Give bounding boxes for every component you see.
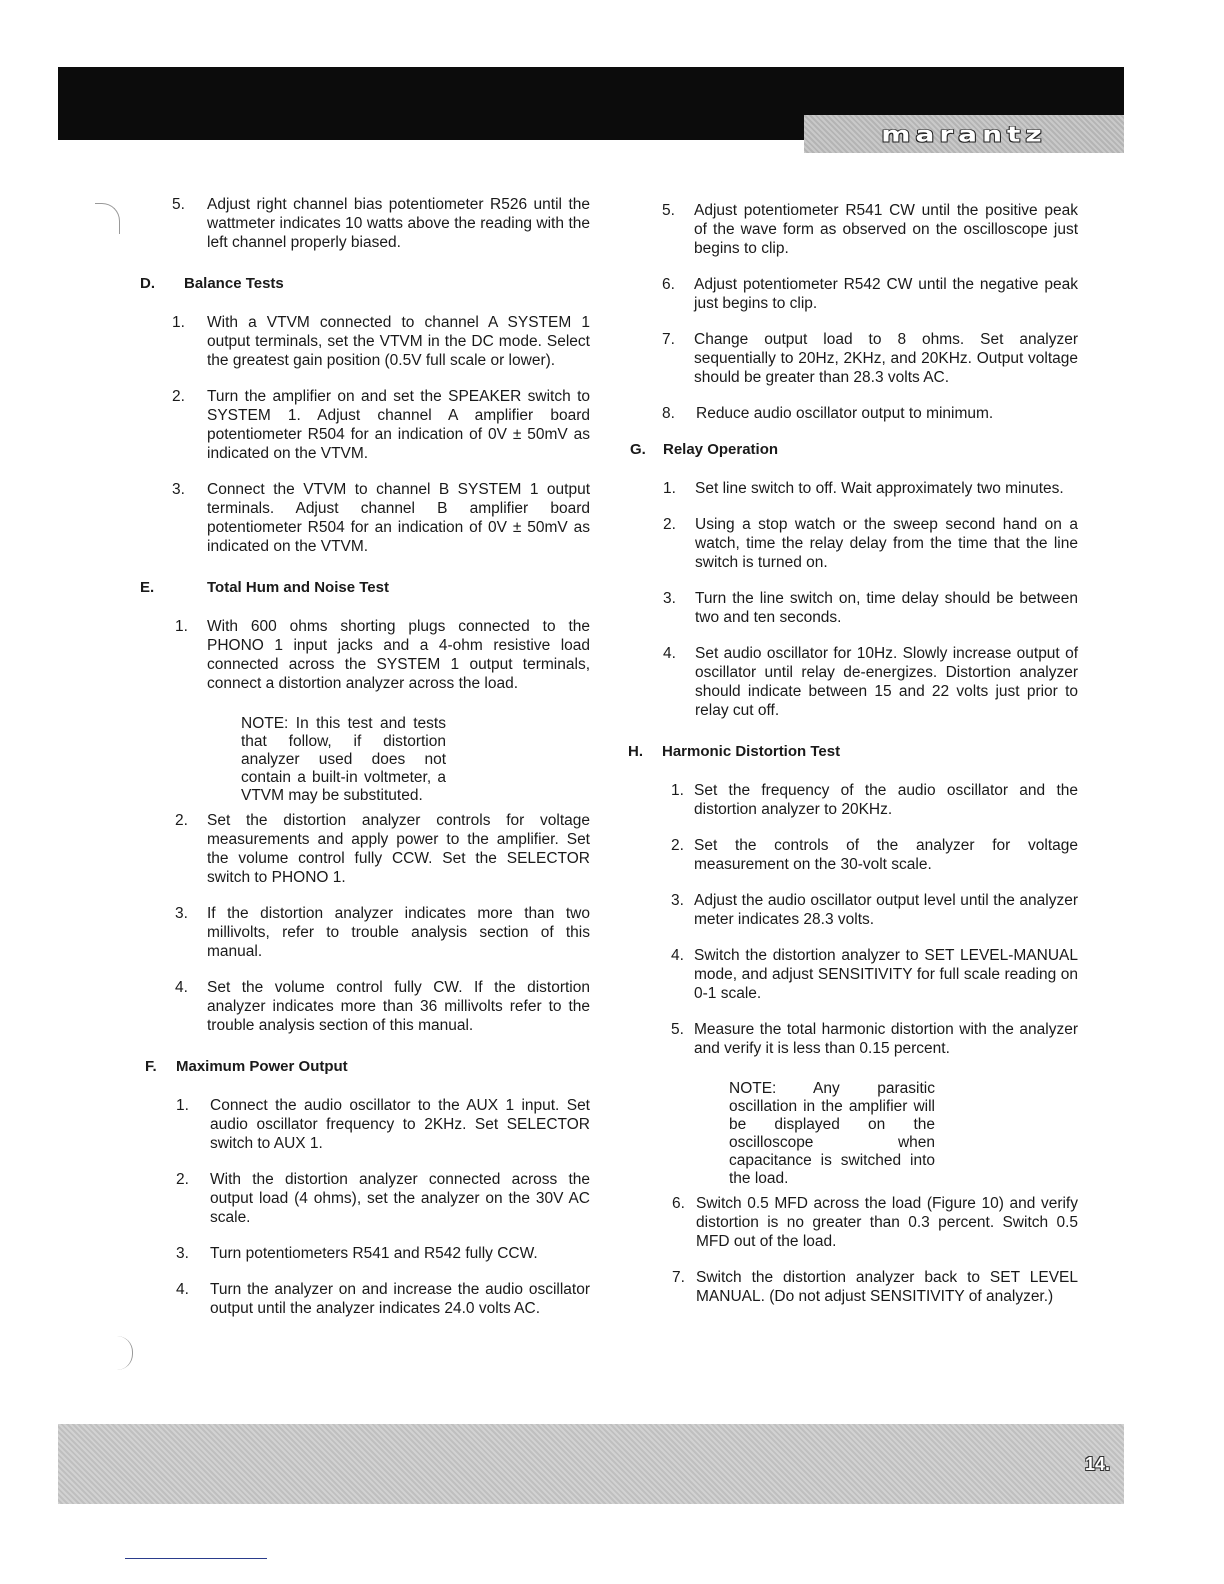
section-heading-f [140, 1057, 590, 1076]
item-number: 4. [671, 947, 684, 964]
item-number: 1. [176, 1097, 189, 1114]
list-item [628, 836, 1078, 874]
item-text: Adjust potentiometer R542 CW until the negative peak just begins to clip. [694, 276, 1078, 312]
list-item [628, 515, 1078, 572]
list-item [628, 404, 1078, 423]
item-number: 2. [671, 837, 684, 854]
item-number: 4. [175, 979, 188, 996]
item-text: Set the frequency of the audio oscillator and the distortion analyzer to 20KHz. [694, 782, 1078, 818]
section-title: Maximum Power Output [176, 1058, 348, 1075]
section-letter: H. [628, 743, 643, 760]
list-item [140, 480, 590, 556]
item-number: 3. [172, 481, 185, 498]
list-item [140, 904, 590, 961]
footer-rule [125, 1558, 267, 1559]
item-text: If the distortion analyzer indicates more than two millivolts, refer to trouble analysis section of this manual. [207, 905, 590, 960]
section-heading-g [628, 440, 1078, 459]
list-item [628, 1268, 1078, 1306]
list-item [628, 330, 1078, 387]
section-heading-h [628, 742, 1078, 761]
section-letter: G. [630, 441, 646, 458]
item-text: Connect the VTVM to channel B SYSTEM 1 output terminals. Adjust channel B amplifier board potentiometer R504 for an indication of 0V ± 50mV as indicated on the VTVM. [207, 481, 590, 555]
list-item [140, 1170, 590, 1227]
list-item [628, 1194, 1078, 1251]
list-item [140, 1096, 590, 1153]
item-text: Set line switch to off. Wait approximately two minutes. [695, 480, 1064, 497]
item-number: 3. [671, 892, 684, 909]
item-text: Set audio oscillator for 10Hz. Slowly increase output of oscillator until relay de-energizes. Distortion analyzer should indicate between 15 and 22 volts just prior to relay cut off. [695, 645, 1078, 719]
item-number: 1. [172, 314, 185, 331]
item-text: Adjust potentiometer R541 CW until the positive peak of the wave form as observed on the oscilloscope just begins to clip. [694, 202, 1078, 257]
item-text: Turn the analyzer on and increase the audio oscillator output until the analyzer indicates 24.0 volts AC. [210, 1281, 590, 1317]
list-item [628, 946, 1078, 1003]
item-text: Set the volume control fully CW. If the distortion analyzer indicates more than 36 millivolts refer to the trouble analysis section of this manual. [207, 979, 590, 1034]
list-item [628, 589, 1078, 627]
item-number: 8. [662, 405, 675, 422]
section-title: Harmonic Distortion Test [662, 743, 841, 760]
section-title: Balance Tests [184, 275, 284, 292]
page-number: 14. [1084, 1454, 1110, 1474]
item-text: Reduce audio oscillator output to minimum. [696, 405, 994, 422]
section-letter: F. [145, 1058, 157, 1075]
item-text: Connect the audio oscillator to the AUX 1 input. Set audio oscillator frequency to 2KHz. Set SELECTOR switch to AUX 1. [210, 1097, 590, 1152]
section-heading-d [140, 274, 590, 293]
footer-bar [58, 1424, 1124, 1504]
item-text: With 600 ohms shorting plugs connected to the PHONO 1 input jacks and a 4-ohm resistive load connected across the SYSTEM 1 output terminals, connect a distortion analyzer across the load. [207, 618, 590, 692]
item-number: 2. [172, 388, 185, 405]
item-number: 5. [662, 202, 675, 219]
list-item [628, 644, 1078, 720]
item-text: Adjust right channel bias potentiometer R526 until the wattmeter indicates 10 watts above the reading with the left channel properly biased. [207, 196, 590, 251]
item-number: 7. [662, 331, 675, 348]
item-text: With the distortion analyzer connected across the output load (4 ohms), set the analyzer on the 30V AC scale. [210, 1171, 590, 1226]
item-number: 5. [172, 196, 185, 213]
list-item [628, 1020, 1078, 1058]
section-letter: D. [140, 275, 155, 292]
item-text: Turn potentiometers R541 and R542 fully CCW. [210, 1245, 538, 1262]
list-item [628, 275, 1078, 313]
list-item [140, 1244, 590, 1263]
item-number: 2. [176, 1171, 189, 1188]
item-text: Using a stop watch or the sweep second hand on a watch, time the relay delay from the time that the line switch is turned on. [695, 516, 1078, 571]
item-text: Measure the total harmonic distortion with the analyzer and verify it is less than 0.15 percent. [694, 1021, 1078, 1057]
item-number: 3. [663, 590, 676, 607]
brand-logo [804, 115, 1124, 153]
list-item [140, 313, 590, 370]
item-text: Turn the amplifier on and set the SPEAKER switch to SYSTEM 1. Adjust channel A amplifier board potentiometer R504 for an indication of 0V ± 50mV as indicated on the VTVM. [207, 388, 590, 462]
section-title: Relay Operation [663, 441, 779, 458]
item-text: Switch 0.5 MFD across the load (Figure 10) and verify distortion is no greater than 0.3 percent. Switch 0.5 MFD out of the load. [696, 1195, 1078, 1250]
list-item [140, 978, 590, 1035]
note: NOTE: In this test and tests that follow, if distortion analyzer used does not contain a built-in voltmeter, a VTVM may be substituted. [241, 715, 446, 804]
item-text: Switch the distortion analyzer to SET LEVEL-MANUAL mode, and adjust SENSITIVITY for full scale reading on 0-1 scale. [694, 947, 1078, 1002]
item-number: 6. [662, 276, 675, 293]
item-text: Turn the line switch on, time delay should be between two and ten seconds. [695, 590, 1078, 626]
list-item [140, 617, 590, 693]
section-heading-e [140, 578, 590, 597]
list-item [628, 781, 1078, 819]
item-number: 3. [176, 1245, 189, 1262]
item-number: 7. [672, 1269, 685, 1286]
list-item [140, 1280, 590, 1318]
left-column [140, 195, 590, 1335]
section-title: Total Hum and Noise Test [207, 579, 389, 596]
item-number: 1. [663, 480, 676, 497]
list-item [628, 201, 1078, 258]
item-number: 3. [175, 905, 188, 922]
list-item [140, 387, 590, 463]
list-item [628, 479, 1078, 498]
item-number: 4. [663, 645, 676, 662]
item-text: Adjust the audio oscillator output level until the analyzer meter indicates 28.3 volts. [694, 892, 1078, 928]
item-number: 6. [672, 1195, 685, 1212]
list-item [140, 195, 590, 252]
margin-mark [110, 1336, 133, 1370]
list-item [628, 891, 1078, 929]
item-text: Switch the distortion analyzer back to SET LEVEL MANUAL. (Do not adjust SENSITIVITY of analyzer.) [696, 1269, 1078, 1305]
item-text: With a VTVM connected to channel A SYSTEM 1 output terminals, set the VTVM in the DC mode. Select the greatest gain position (0.5V full scale or lower). [207, 314, 590, 369]
item-text: Set the distortion analyzer controls for voltage measurements and apply power to the amplifier. Set the volume control fully CCW. Set the SELECTOR switch to PHONO 1. [207, 812, 590, 886]
right-column [628, 201, 1078, 1323]
margin-mark [95, 203, 120, 234]
item-text: Set the controls of the analyzer for voltage measurement on the 30-volt scale. [694, 837, 1078, 873]
item-number: 1. [175, 618, 188, 635]
item-number: 4. [176, 1281, 189, 1298]
item-text: Change output load to 8 ohms. Set analyzer sequentially to 20Hz, 2KHz, and 20KHz. Output voltage should be greater than 28.3 volts AC. [694, 331, 1078, 386]
item-number: 5. [671, 1021, 684, 1038]
section-letter: E. [140, 579, 155, 596]
item-number: 1. [671, 782, 684, 799]
list-item [140, 811, 590, 887]
brand-logo-text: marantz [881, 121, 1047, 147]
item-number: 2. [175, 812, 188, 829]
item-number: 2. [663, 516, 676, 533]
note: NOTE: Any parasitic oscillation in the amplifier will be displayed on the oscilloscope when capacitance is switched into the load. [729, 1080, 935, 1187]
